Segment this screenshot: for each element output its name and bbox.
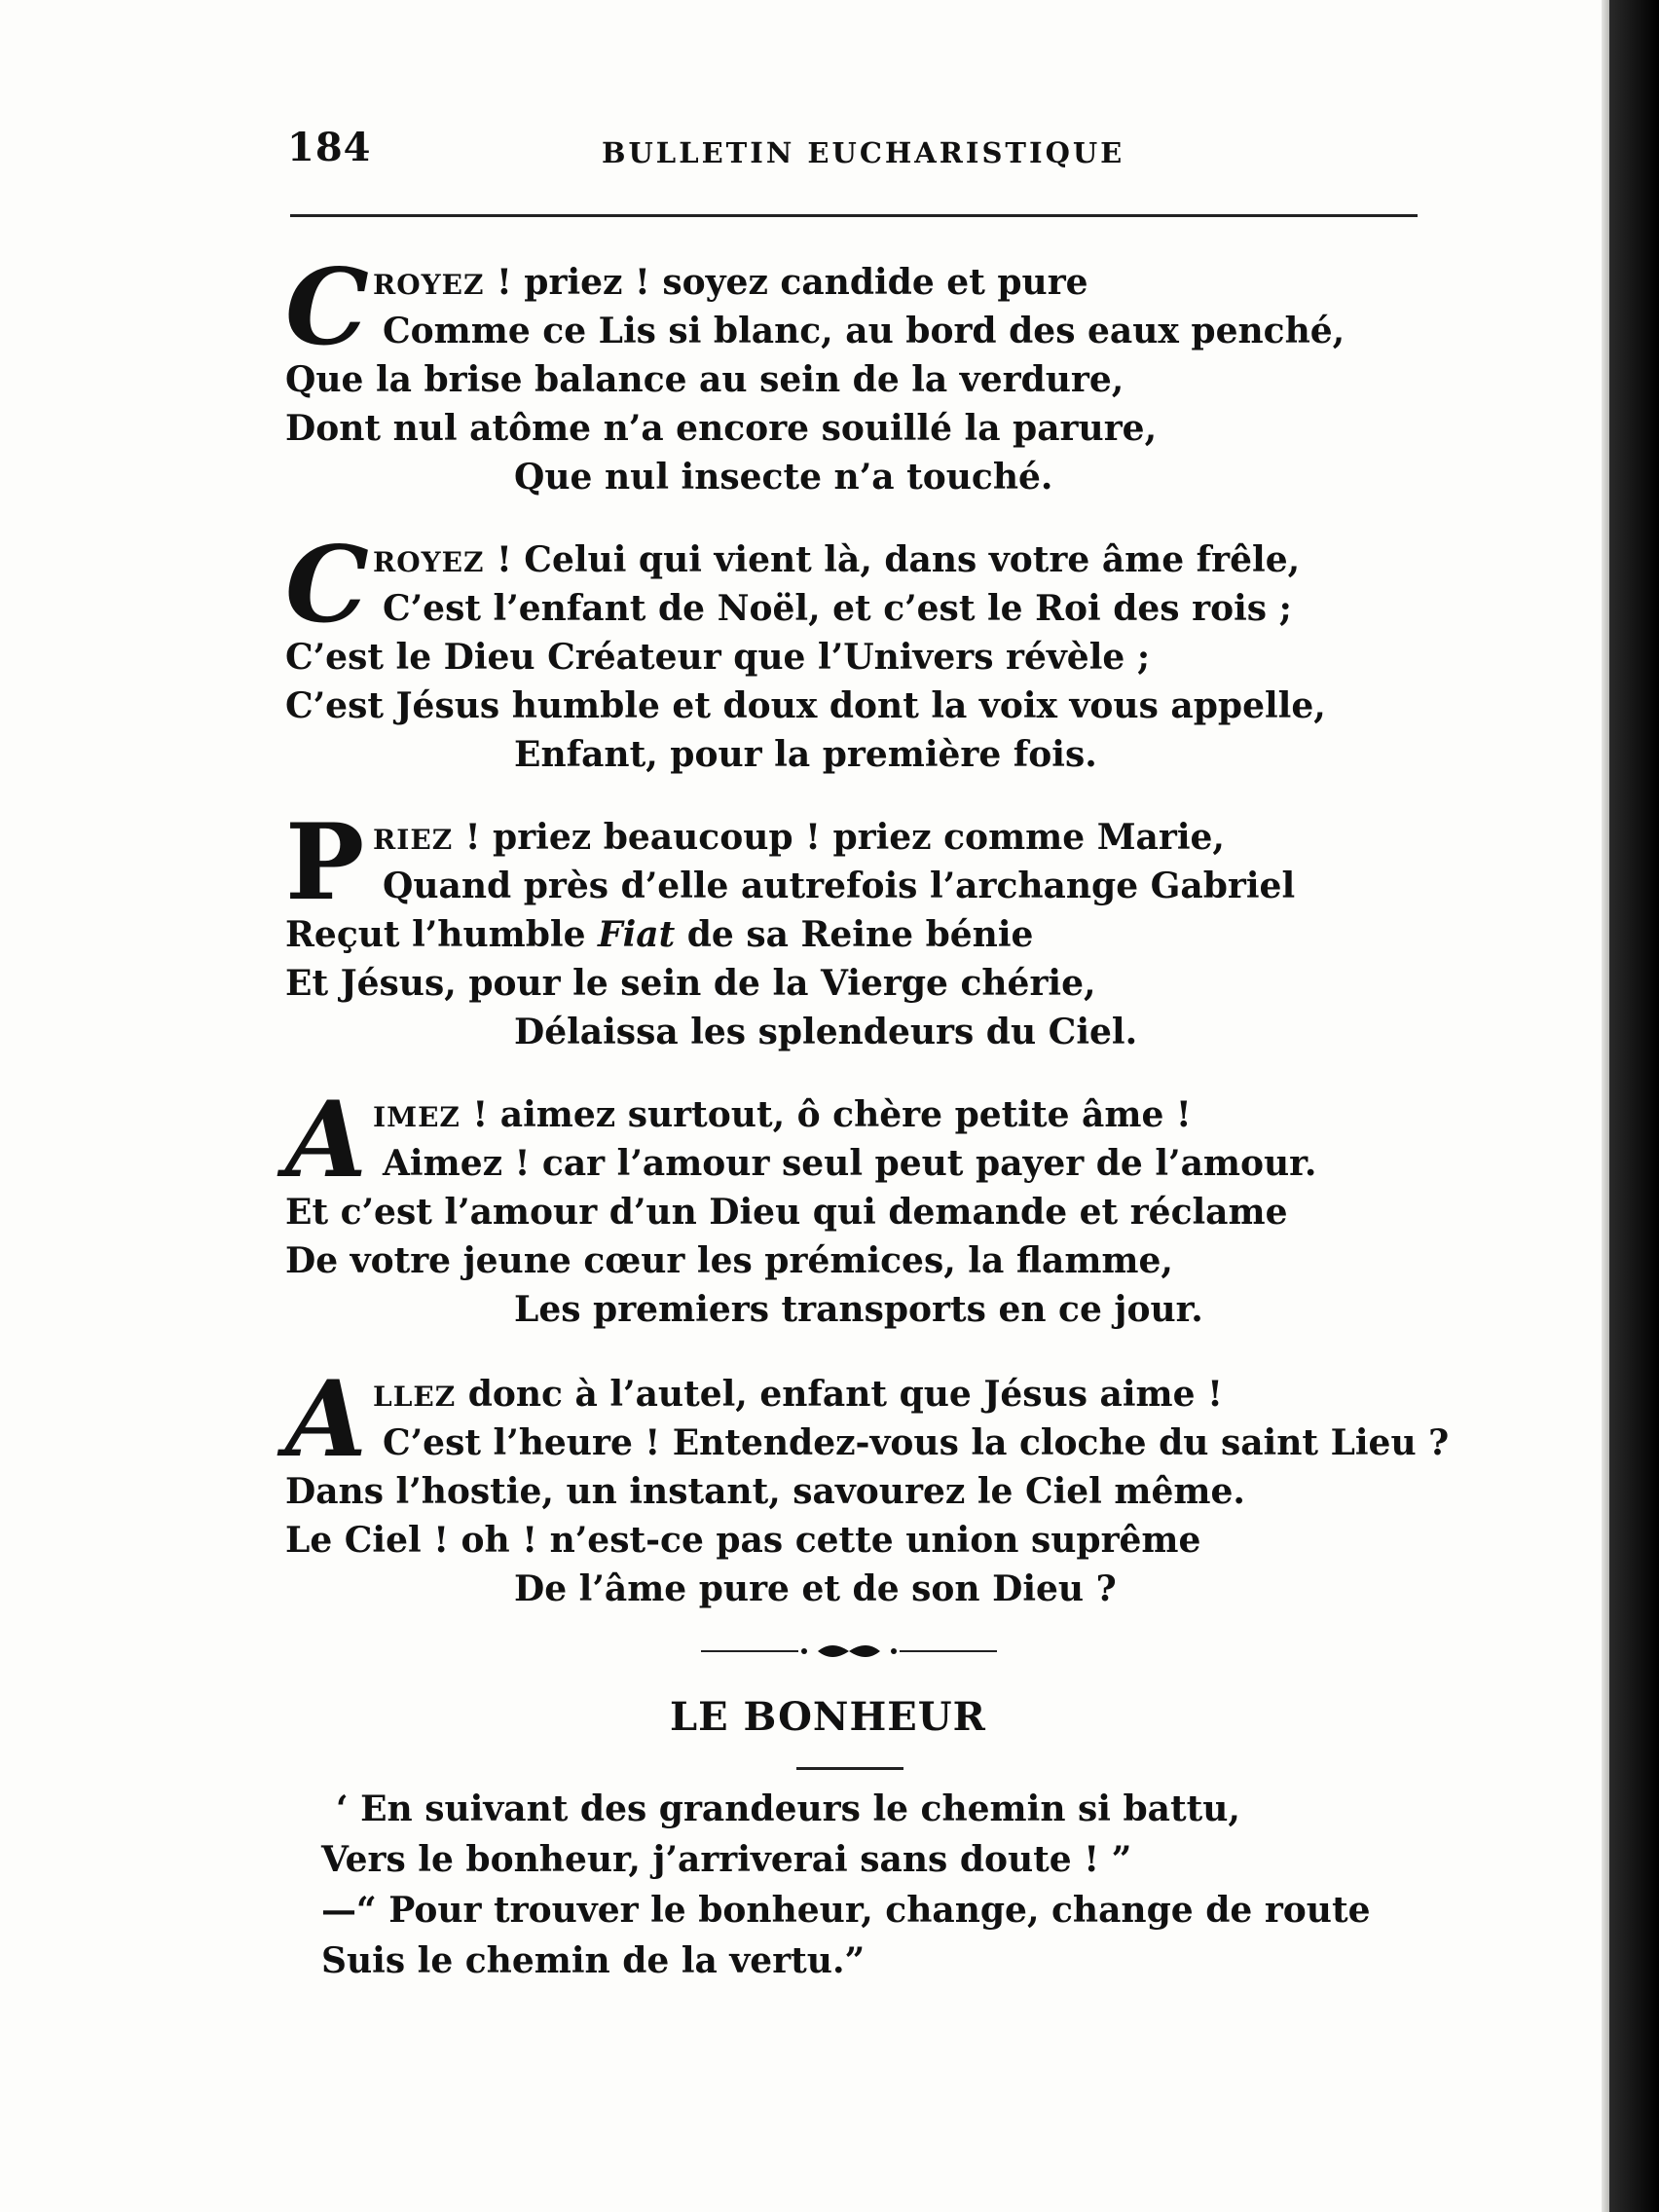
verse-line: C’est Jésus humble et doux dont la voix vous appelle, [285, 685, 1326, 726]
verse-line: C’est l’enfant de Noël, et c’est le Roi des rois ; [383, 588, 1292, 629]
ornament-divider [701, 1641, 997, 1661]
lead-word: IMEZ [373, 1101, 461, 1133]
verse-line: —“ Pour trouver le bonheur, change, change de route [321, 1890, 1371, 1931]
scan-border [1609, 0, 1659, 2212]
verse-line [373, 816, 1225, 863]
verse-line: Dont nul atôme n’a encore souillé la parure, [285, 408, 1158, 449]
lead-word: ROYEZ [373, 269, 485, 301]
verse-line: Comme ce Lis si blanc, au bord des eaux penché, [383, 311, 1346, 351]
dropcap: A [285, 1358, 367, 1481]
verse-line: Que nul insecte n’a touché. [514, 457, 1053, 498]
verse-text: ! priez ! soyez candide et pure [484, 262, 1088, 303]
verse-text: ! Celui qui vient là, dans votre âme frêle, [484, 539, 1301, 580]
verse-line: Les premiers transports en ce jour. [514, 1289, 1203, 1330]
verse-line: C’est le Dieu Créateur que l’Univers révèle ; [285, 637, 1151, 678]
verse-line: Et c’est l’amour d’un Dieu qui demande et réclame [285, 1192, 1288, 1233]
verse-line: Et Jésus, pour le sein de la Vierge chérie, [285, 963, 1096, 1004]
verse-line [285, 913, 1033, 960]
verse-line: C’est l’heure ! Entendez-vous la cloche du saint Lieu ? [383, 1422, 1450, 1463]
verse-line: ‘ En suivant des grandeurs le chemin si battu, [336, 1788, 1240, 1829]
lead-word: ROYEZ [373, 546, 485, 578]
verse-text: de sa Reine bénie [675, 914, 1034, 955]
verse-line: Aimez ! car l’amour seul peut payer de l’amour. [383, 1143, 1317, 1184]
lead-word: RIEZ [373, 824, 454, 856]
paper-edge [1602, 0, 1609, 2212]
verse-line [373, 1093, 1192, 1140]
lead-word: LLEZ [373, 1381, 457, 1413]
verse-line: Délaissa les splendeurs du Ciel. [514, 1012, 1138, 1052]
verse-line [373, 261, 1088, 308]
verse-line [373, 1373, 1223, 1419]
verse-text: Reçut l’humble [285, 914, 599, 955]
verse-line: Enfant, pour la première fois. [514, 734, 1097, 775]
verse-line [373, 538, 1300, 585]
verse-line: Quand près d’elle autrefois l’archange Gabriel [383, 866, 1296, 906]
dropcap: A [285, 1079, 367, 1201]
verse-line: Dans l’hostie, un instant, savourez le Ciel même. [285, 1471, 1245, 1512]
header-rule [290, 214, 1418, 217]
running-head: BULLETIN EUCHARISTIQUE [602, 136, 1125, 169]
verse-line: Le Ciel ! oh ! n’est-ce pas cette union suprême [285, 1520, 1201, 1561]
verse-line: De votre jeune cœur les prémices, la flamme, [285, 1240, 1173, 1281]
poem-title: LE BONHEUR [670, 1694, 986, 1740]
verse-text: ! aimez surtout, ô chère petite âme ! [460, 1094, 1192, 1135]
dropcap: P [285, 801, 365, 924]
page-number: 184 [287, 125, 372, 170]
verse-line: Que la brise balance au sein de la verdure, [285, 359, 1124, 400]
verse-line: Suis le chemin de la vertu.” [321, 1940, 866, 1981]
verse-text: ! priez beaucoup ! priez comme Marie, [453, 817, 1225, 858]
dropcap: C [285, 524, 369, 646]
title-rule [796, 1767, 903, 1770]
verse-line: De l’âme pure et de son Dieu ? [514, 1568, 1117, 1609]
dropcap: C [285, 246, 369, 369]
verse-line: Vers le bonheur, j’arriverai sans doute ! ” [321, 1839, 1132, 1880]
verse-text: donc à l’autel, enfant que Jésus aime ! [456, 1374, 1223, 1415]
italic-word: Fiat [598, 914, 676, 955]
